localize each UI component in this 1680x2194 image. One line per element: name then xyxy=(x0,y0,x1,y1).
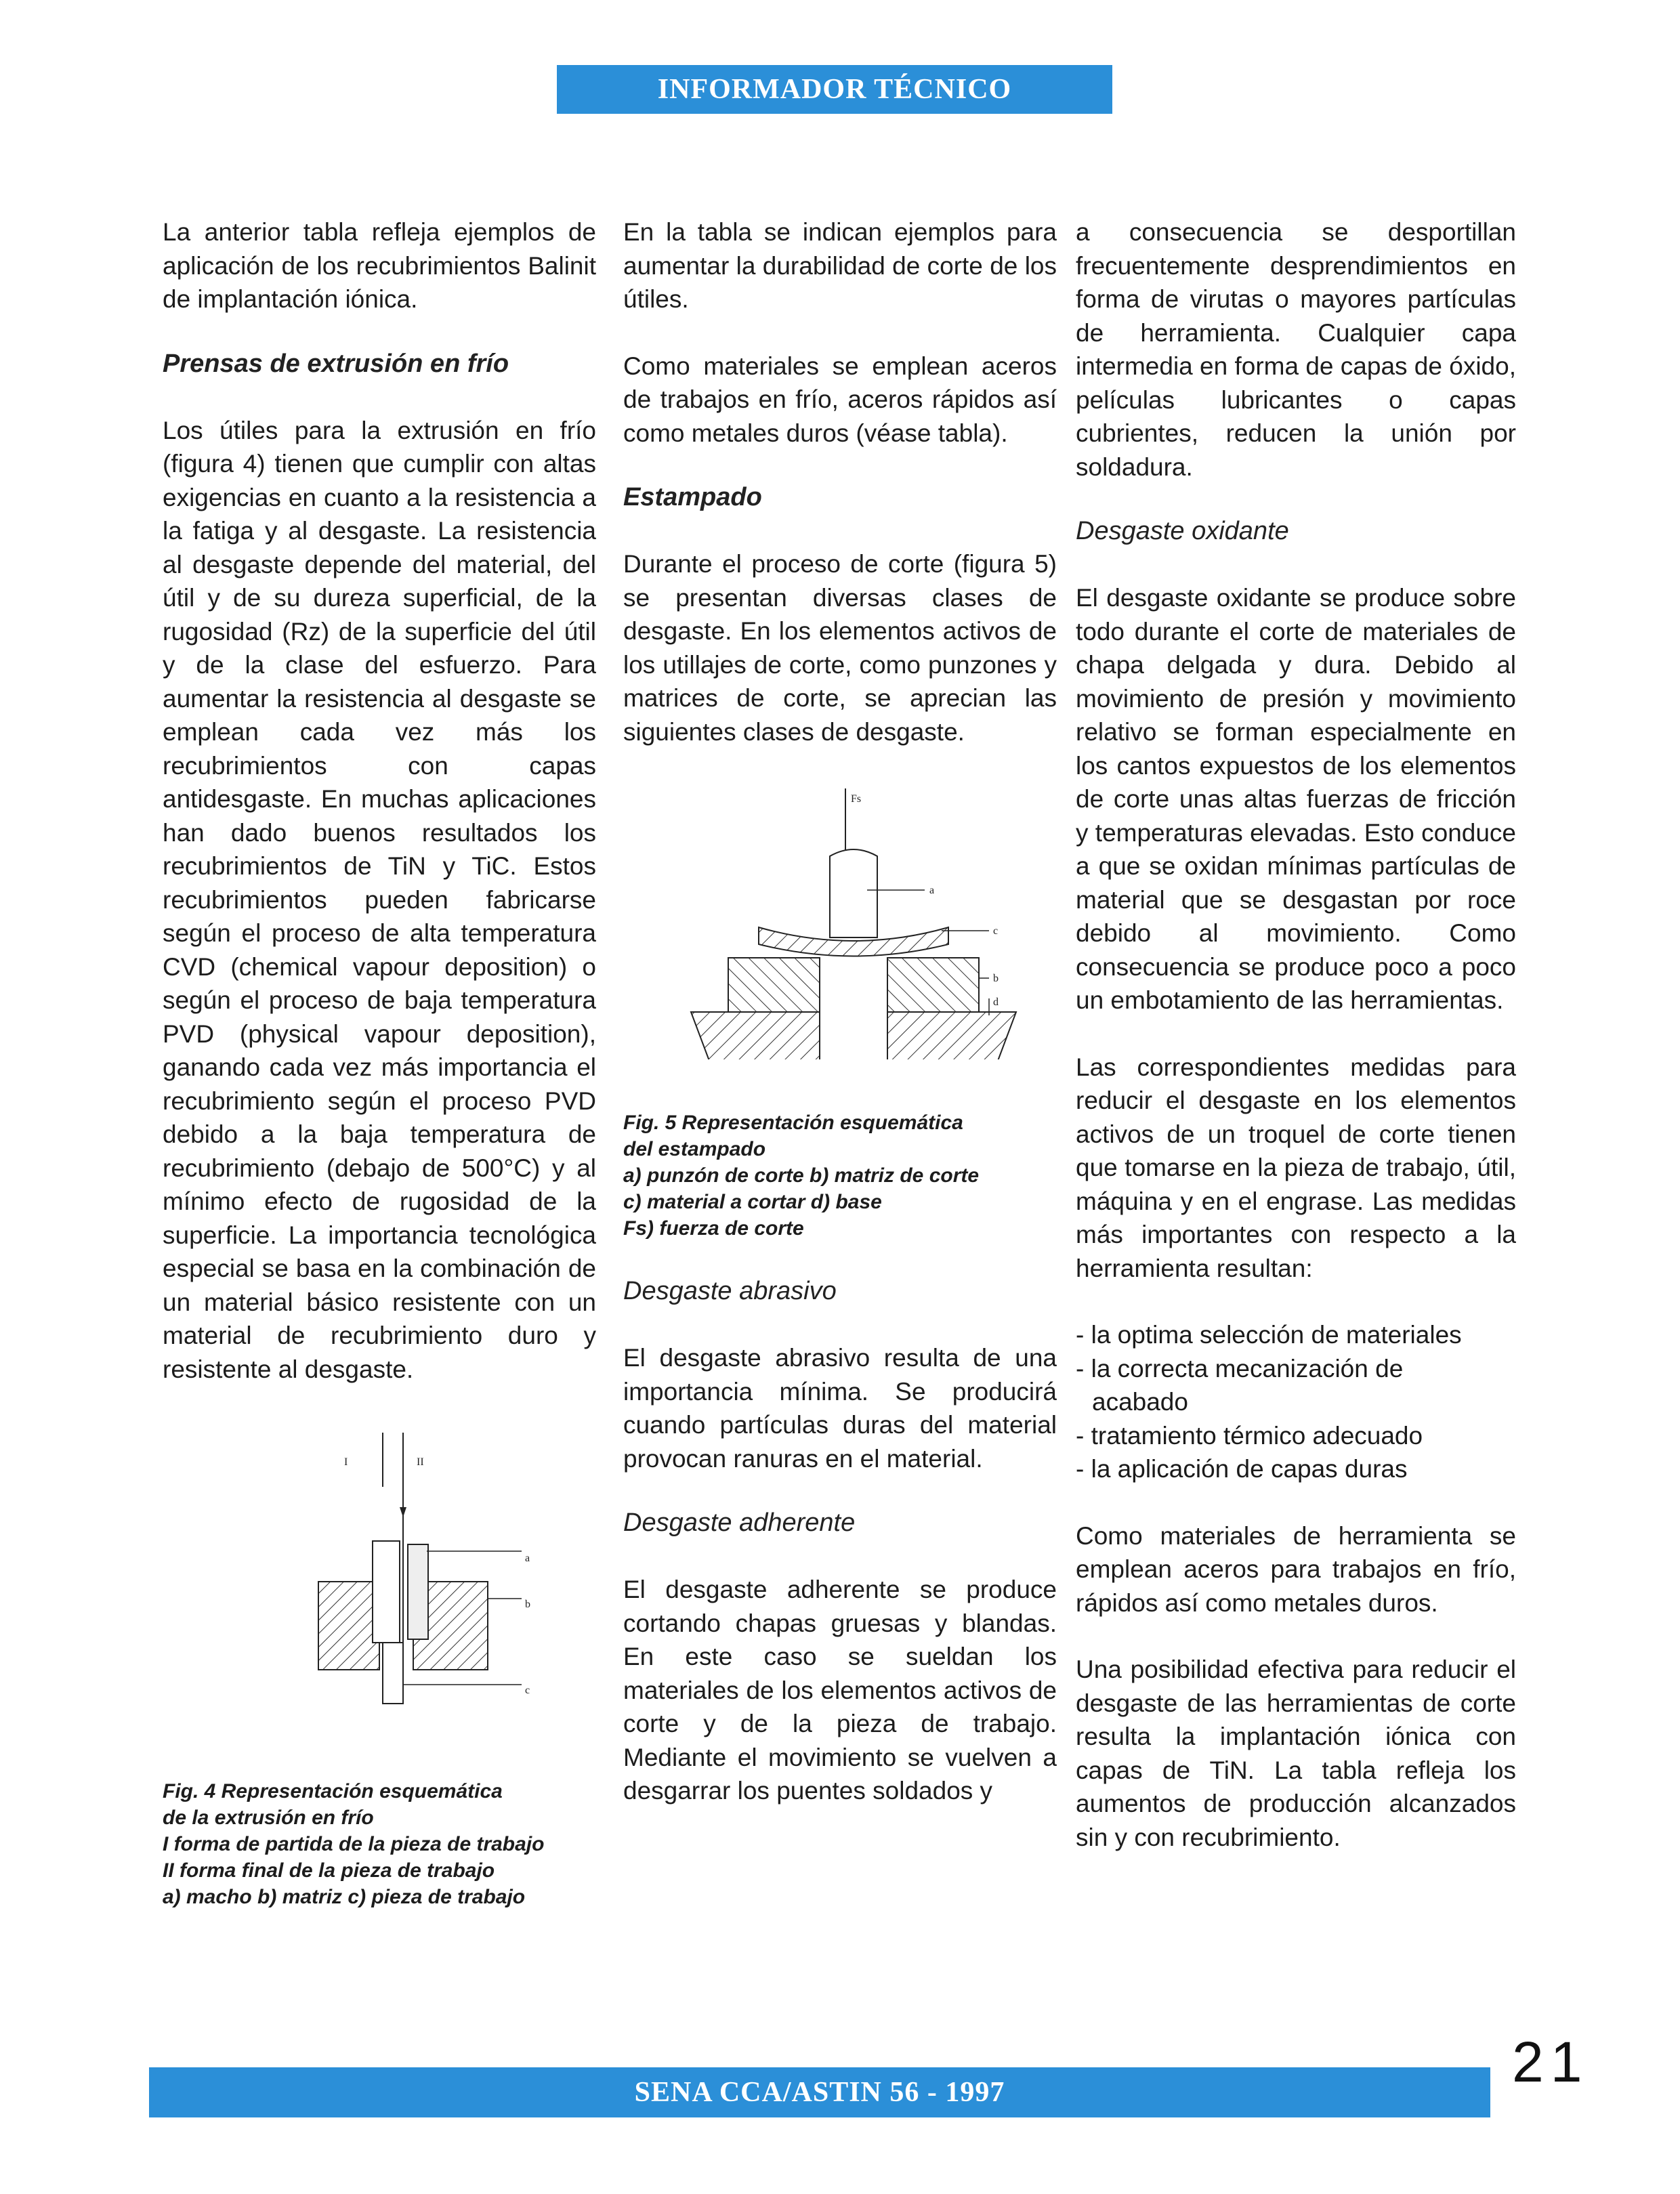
paragraph: a consecuencia se desportillan frecuentemente desprendimientos en forma de virutas o mayores partículas de herramienta. Cualquier capa intermedia en forma de capas de óxido, películas lubricantes o capas cubrientes, reducen la unión por soldadura. xyxy=(1076,218,1516,481)
fig4-label-c: c xyxy=(525,1685,530,1696)
figure-5-stamping-diagram xyxy=(664,782,1043,1059)
paragraph: La anterior tabla refleja ejemplos de aplicación de los recubrimientos Balinit de implantación iónica. xyxy=(163,218,596,313)
fig4-caption-line: a) macho b) matriz c) pieza de trabajo xyxy=(163,1886,526,1908)
list-item: - tratamiento térmico adecuado xyxy=(1076,1421,1423,1450)
list-item: - la correcta mecanización de xyxy=(1076,1354,1404,1383)
fig5-label-fs: Fs xyxy=(851,793,862,805)
section-heading-desgaste-adherente: Desgaste adherente xyxy=(623,1509,856,1537)
section-heading-desgaste-oxidante: Desgaste oxidante xyxy=(1076,517,1289,545)
fig4-caption-line: II forma final de la pieza de trabajo xyxy=(163,1859,495,1882)
paragraph: El desgaste abrasivo resulta de una importancia mínima. Se producirá cuando partículas duras del material provocan ranuras en el material. xyxy=(623,1344,1057,1473)
section-heading-estampado: Estampado xyxy=(623,483,762,511)
figure-4-extrusion-diagram xyxy=(291,1419,562,1731)
fig5-caption-line: del estampado xyxy=(623,1138,766,1160)
fig5-label-a: a xyxy=(929,885,935,896)
section-heading-extrusion: Prensas de extrusión en frío xyxy=(163,349,509,378)
fig5-label-c: c xyxy=(993,925,999,937)
section-heading-desgaste-abrasivo: Desgaste abrasivo xyxy=(623,1277,837,1305)
paragraph: Las correspondientes medidas para reducir el desgaste en los elementos activos de un troquel de corte tienen que tomarse en la pieza de trabajo, útil, máquina y en el engrase. Las medidas más importantes con respecto a la herramienta resultan: xyxy=(1076,1053,1516,1282)
list-item: - la aplicación de capas duras xyxy=(1076,1455,1408,1483)
page-number: 21 xyxy=(1512,2030,1589,2094)
fig5-caption-line: Fs) fuerza de corte xyxy=(623,1217,804,1240)
fig4-caption-line: de la extrusión en frío xyxy=(163,1807,374,1829)
fig4-label-b: b xyxy=(525,1599,530,1610)
paragraph: Como materiales se emplean aceros de trabajos en frío, aceros rápidos así como metales duros (véase tabla). xyxy=(623,352,1057,447)
paragraph: Como materiales de herramienta se emplean aceros para trabajos en frío, rápidos así como metales duros. xyxy=(1076,1521,1516,1617)
fig4-label-a: a xyxy=(525,1553,530,1564)
paragraph: Durante el proceso de corte (figura 5) se presentan diversas clases de desgaste. En los elementos activos de los utillajes de corte, como punzones y matrices de corte, se aprecian las siguientes clases de desgaste. xyxy=(623,550,1057,746)
fig5-caption-line: a) punzón de corte b) matriz de corte xyxy=(623,1164,980,1187)
measures-list xyxy=(1076,1318,1516,1486)
fig5-caption-line: c) material a cortar d) base xyxy=(623,1191,882,1213)
fig4-label-i: I xyxy=(344,1456,348,1468)
paragraph: Los útiles para la extrusión en frío (figura 4) tienen que cumplir con altas exigencias en cuanto a la resistencia a la fatiga y al desgaste. La resistencia al desgaste depende del material, del útil y de su dureza superficial, de la rugosidad (Rz) de la superficie del útil y de la clase del esfuerzo. Para aumentar la resistencia al desgaste se emplean cada vez más los recubrimientos con capas antidesgaste. En muchas aplicaciones han dado buenos resultados los recubrimientos de TiN y TiC. Estos recubrimientos pueden fabricarse según el proceso de alta temperatura CVD (chemical vapour deposition) o según el proceso de baja temperatura PVD (physical vapour deposition), ganando cada vez más importancia el recubrimiento según el proceso PVD debido a la baja temperatura de recubrimiento (debajo de 500°C) y al mínimo efecto de rugosidad de la superficie. La importancia tecnológica especial se basa en la combinación de un material básico resistente con un material de recubrimiento duro y resistente al desgaste. xyxy=(163,416,596,1383)
fig4-label-ii: II xyxy=(417,1456,424,1468)
paragraph: Una posibilidad efectiva para reducir el desgaste de las herramientas de corte resulta la implantación iónica con capas de TiN. La tabla refleja los aumentos de producción alcanzados sin y con recubrimiento. xyxy=(1076,1655,1516,1851)
footer-banner: SENA CCA/ASTIN 56 - 1997 xyxy=(149,2067,1490,2117)
header-banner: INFORMADOR TÉCNICO xyxy=(557,65,1112,114)
list-item: - la optima selección de materiales xyxy=(1076,1321,1462,1349)
fig5-label-b: b xyxy=(993,973,999,984)
column-2 xyxy=(623,215,1057,1841)
fig4-caption-line: I forma de partida de la pieza de trabajo xyxy=(163,1833,545,1855)
column-1 xyxy=(163,215,596,1910)
list-item: acabado xyxy=(1092,1388,1188,1416)
column-3 xyxy=(1076,215,1516,1887)
fig5-caption-line: Fig. 5 Representación esquemática xyxy=(623,1112,963,1134)
paragraph: El desgaste adherente se produce cortando chapas gruesas y blandas. En este caso se sueldan los materiales de los elementos activos de corte y de la pieza de trabajo. Mediante el movimiento se vuelven a desgarrar los puentes soldados y xyxy=(623,1576,1057,1805)
paragraph: El desgaste oxidante se produce sobre todo durante el corte de materiales de chapa delgada y dura. Debido al movimiento de presión y movimiento relativo se forman especialmente en los cantos expuestos de los elementos de corte unas altas fuerzas de fricción y temperaturas elevadas. Esto conduce a que se oxidan mínimas partículas de material que se desgastan por roce debido al movimiento. Como consecuencia se produce poco a poco un embotamiento de las herramientas. xyxy=(1076,584,1516,1014)
fig5-label-d: d xyxy=(993,996,999,1008)
paragraph: En la tabla se indican ejemplos para aumentar la durabilidad de corte de los útiles. xyxy=(623,218,1057,313)
fig4-caption-line: Fig. 4 Representación esquemática xyxy=(163,1780,503,1802)
